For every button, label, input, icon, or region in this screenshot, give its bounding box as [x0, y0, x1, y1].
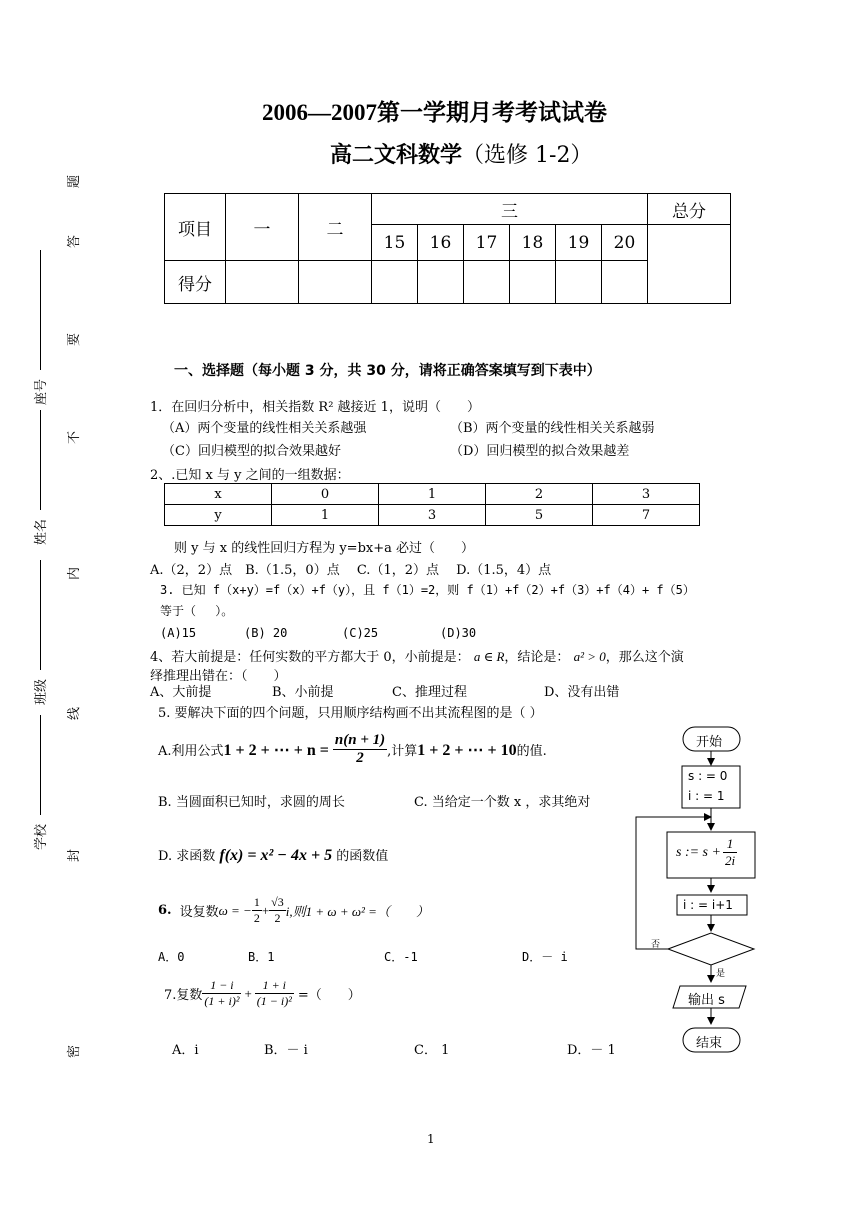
- score-col-1: 一: [226, 194, 299, 261]
- q6-stem-b: i,则1 + ω + ω² =（ ）: [285, 904, 429, 919]
- q2-continuation: 则 y 与 x 的线性回归方程为 y=bx+a 必过（ ）: [174, 541, 475, 556]
- seal-char-8: 密: [67, 1044, 82, 1058]
- q5-a-frac-num: n(n + 1): [334, 732, 386, 748]
- q4-math-conclusion: a² > 0: [573, 649, 606, 664]
- q7-frac-2: $\frac{1 + i}{\text{(1 − i)²}}$: [256, 978, 292, 1008]
- seal-char-7: 封: [67, 848, 82, 862]
- q6-option-a: A．0: [158, 950, 185, 964]
- q6-option-b: B．1: [248, 950, 275, 964]
- q6-option-c: C．-1: [384, 950, 418, 964]
- q4-stem-2: 绎推理出错在：（ ）: [150, 669, 287, 684]
- q6-option-d: D．－ i: [522, 950, 568, 964]
- q2-x-value: 1: [379, 484, 486, 505]
- flow-decision-shape: [668, 933, 754, 965]
- q4-stem-c: ，那么这个演: [605, 650, 684, 665]
- score-row-label-score: 得分: [165, 261, 226, 304]
- q6-stem-a: 设复数: [179, 905, 219, 920]
- q1-option-d: （D）回归模型的拟合效果越差: [450, 444, 630, 459]
- q3-option-a: (A)15: [160, 626, 197, 640]
- flow-init-line-2: i : = 1: [688, 789, 725, 803]
- q2-stem: 2、.已知 x 与 y 之间的一组数据：: [150, 468, 350, 483]
- q2-y-value: 1: [272, 505, 379, 526]
- score-col-total: 总分: [648, 194, 731, 225]
- q5-a-mid: ,计算: [387, 744, 418, 759]
- q7-frac-1: $\frac{1 - i}{\text{(1 + i)²}}$: [204, 978, 240, 1008]
- q2-y-value: 3: [379, 505, 486, 526]
- q5-d-pre: D. 求函数: [158, 849, 216, 864]
- flow-assign-pre: s := s +: [676, 844, 721, 860]
- q4-option-d: D、没有出错: [544, 685, 620, 700]
- q3-option-d: (D)30: [440, 626, 477, 640]
- seal-char-2: 答: [67, 234, 82, 248]
- flow-incr-label: i : = i+1: [683, 898, 733, 912]
- seal-char-5: 内: [67, 566, 82, 580]
- score-subcol: 16: [418, 225, 464, 261]
- q2-y-label: y: [165, 505, 272, 526]
- field-class: 班级: [34, 678, 49, 705]
- q6-frac-1: $\frac{1}{2}$: [253, 895, 260, 925]
- flow-output-label: 输出 s: [688, 993, 725, 1008]
- q5-d-post: 的函数值: [336, 849, 389, 864]
- q2-y-value: 5: [486, 505, 593, 526]
- q2-x-value: 3: [593, 484, 700, 505]
- q2-x-value: 0: [272, 484, 379, 505]
- q7-plus: +: [244, 985, 252, 1001]
- flow-start-label: 开始: [696, 735, 723, 750]
- q5-a-formula-right: 1 + 2 + ⋯ + 10: [417, 741, 517, 759]
- field-seat: 座号: [34, 378, 49, 405]
- q4-option-b: B、小前提: [272, 685, 334, 700]
- q7-option-b: B．－ i: [264, 1043, 308, 1058]
- score-col-3: 三: [372, 194, 648, 225]
- flow-yes-label: 是: [716, 969, 726, 979]
- q1-option-a: （A）两个变量的线性相关关系越强: [162, 421, 367, 436]
- q7-stem-b: =（ ）: [297, 988, 361, 1003]
- q5-a-formula-left: 1 + 2 + ⋯ + n =: [223, 741, 329, 759]
- score-subcol: 15: [372, 225, 418, 261]
- q5-a-pre: A.利用公式: [158, 744, 224, 759]
- flow-assign-label: [676, 836, 737, 869]
- q1-option-b: （B）两个变量的线性相关关系越弱: [450, 421, 655, 436]
- q3-option-b: (B) 20: [244, 626, 288, 640]
- exam-title: 2006—2007第一学期月考考试试卷: [262, 100, 607, 125]
- seal-char-3: 要: [67, 332, 82, 346]
- q1-option-c: （C）回归模型的拟合效果越好: [162, 444, 341, 459]
- q2-options: A.（2，2）点 B.（1.5，0）点 C.（1，2）点 D.（1.5，4）点: [150, 563, 552, 578]
- subtitle-main: 高二文科数学: [330, 142, 463, 168]
- q3-stem: 3. 已知 f（x+y）=f（x）+f（y），且 f（1）=2，则 f（1）+f（2）+f（3）+f（4）+ f（5）: [160, 583, 695, 597]
- score-row-label-item: 项目: [165, 194, 226, 261]
- q3-option-c: (C)25: [342, 626, 379, 640]
- q3-stem-2: 等于（ ）。: [160, 604, 234, 618]
- q6-number: 6.: [158, 903, 172, 918]
- q7-stem-a: 7.复数: [164, 988, 203, 1003]
- q4-stem-a: 4、若大前提是：任何实数的平方都大于 0，小前提是：: [150, 650, 470, 665]
- flow-end-label: 结束: [696, 1036, 723, 1051]
- q5-option-b: B. 当圆面积已知时，求圆的周长: [158, 795, 345, 810]
- q2-x-value: 2: [486, 484, 593, 505]
- q5-a-frac-den: 2: [356, 750, 364, 766]
- seal-char-4: 不: [67, 430, 82, 444]
- score-subcol: 20: [602, 225, 648, 261]
- score-subcol: 19: [556, 225, 602, 261]
- subtitle-paren: （选修 1-2）: [462, 143, 593, 168]
- q5-d-formula: f(x) = x² − 4x + 5: [219, 847, 333, 864]
- q4-math-premise: a ∈ R: [473, 649, 505, 664]
- section-heading: 一、选择题（每小题 3 分，共 30 分，请将正确答案填写到下表中）: [174, 363, 601, 379]
- q7-option-a: A．i: [172, 1043, 199, 1058]
- score-subcol: 17: [464, 225, 510, 261]
- q7-option-c: C． 1: [414, 1043, 450, 1058]
- q6-plus: +: [261, 902, 270, 918]
- q5-stem: 5. 要解决下面的四个问题，只用顺序结构画不出其流程图的是（ ）: [158, 706, 543, 721]
- seal-char-6: 线: [67, 706, 82, 720]
- flow-init-line-1: s : = 0: [688, 769, 728, 783]
- q2-y-value: 7: [593, 505, 700, 526]
- q1-stem: 1．在回归分析中，相关指数 R² 越接近 1，说明（ ）: [150, 400, 480, 415]
- score-col-2: 二: [299, 194, 372, 261]
- q2-x-label: x: [165, 484, 272, 505]
- q4-stem-b: ，结论是：: [504, 650, 570, 665]
- score-subcol: 18: [510, 225, 556, 261]
- page-number: 1: [427, 1132, 435, 1146]
- q5-a-post: 的值.: [516, 744, 547, 759]
- field-school: 学校: [34, 823, 49, 850]
- q6-omega: ω = −: [218, 902, 252, 918]
- seal-char-1: 题: [67, 174, 82, 188]
- q5-option-c: C. 当给定一个数 x ，求其绝对: [414, 795, 591, 810]
- q6-frac-2: $\frac{√3}{2}$: [271, 895, 284, 925]
- q7-option-d: D．－ 1: [567, 1043, 616, 1058]
- flow-assign-frac: $\frac{1}{2i}$: [724, 836, 736, 868]
- field-name: 姓名: [34, 518, 49, 545]
- q4-option-c: C、推理过程: [392, 685, 467, 700]
- q4-option-a: A、大前提: [150, 685, 212, 700]
- flow-no-label: 否: [651, 940, 661, 950]
